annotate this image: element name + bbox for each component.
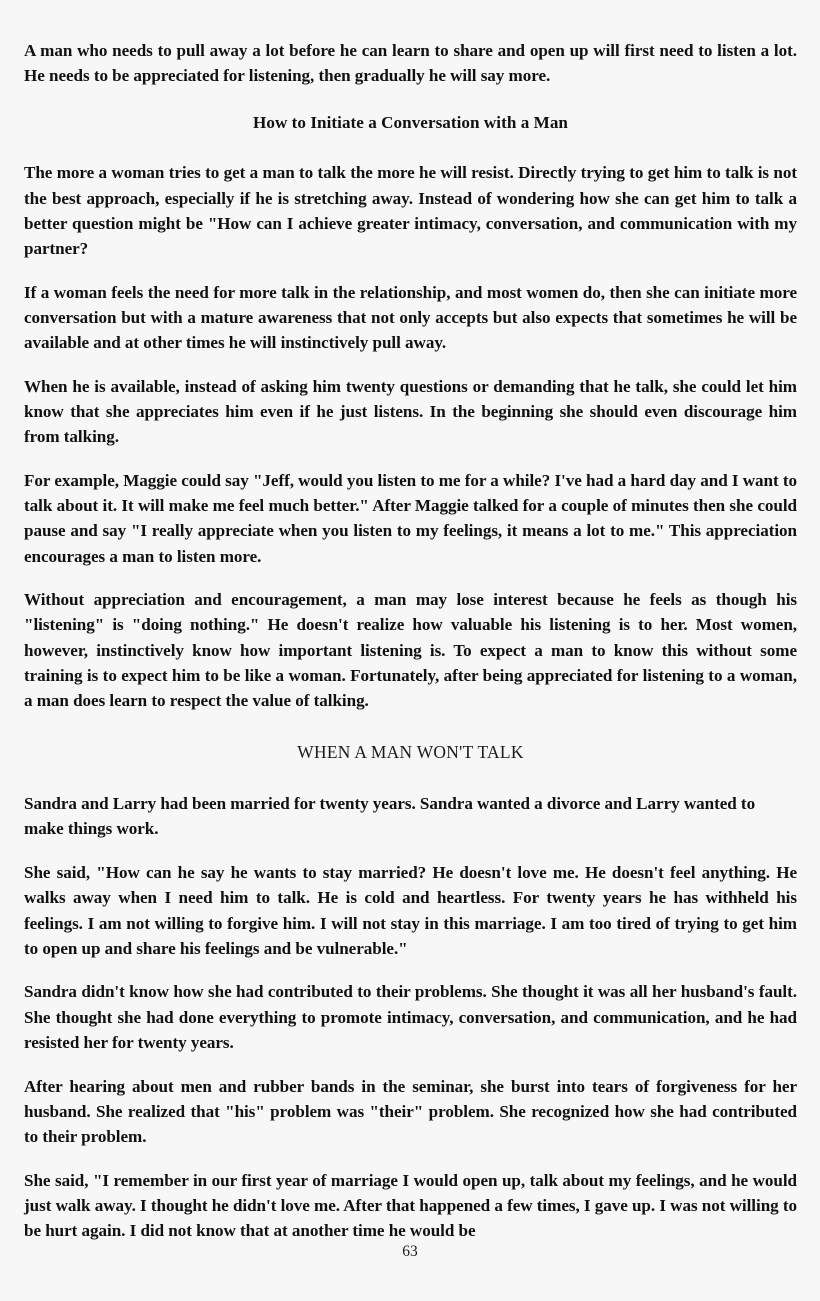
paragraph-she-said-how-can-he: She said, "How can he say he wants to stay married? He doesn't love me. He doesn't feel anything. He walks away when I need him to talk. He is cold and heartless. For twenty years he has withheld his feelings. I am not willing to forgive him. I will not stay in this marriage. I am too tired of trying to get him to open up and share his feelings and be vulnerable." [24,863,797,958]
paragraph-when-he-is-available: When he is available, instead of asking him twenty questions or demanding that he talk, she could let him know that she appreciates him even if he just listens. In the beginning she should even discourage him from talking. [24,376,797,447]
paragraph-without-appreciation: Without appreciation and encouragement, a man may lose interest because he feels as though his "listening" is "doing nothing." He doesn't realize how valuable his listening is to her. Most women, however, instinctively know how important listening is. To expect a man to know this without some training is to expect him to be like a woman. Fortunately, after being appreciated for listening to a woman, a man does learn to respect the value of talking. [24,590,797,711]
paragraph-if-a-woman-feels: If a woman feels the need for more talk in the relationship, and most women do, then she can initiate more conversation but with a mature awareness that not only accepts but also expects that sometimes he will be available and at other times he will instinctively pull away. [24,282,797,353]
page-content [24,38,797,1243]
paragraph-sandra-and-larry: Sandra and Larry had been married for twenty years. Sandra wanted a divorce and Larry wanted to make things work. [24,794,756,839]
page-number: 63 [402,1243,418,1260]
paragraph-pull-away-listen: A man who needs to pull away a lot before he can learn to share and open up will first need to listen a lot. He needs to be appreciated for listening, then gradually he will say more. [24,41,797,86]
paragraph-for-example-maggie: For example, Maggie could say "Jeff, would you listen to me for a while? I've had a hard day and I want to talk about it. It will make me feel much better." After Maggie talked for a couple of minutes then she could pause and say "I really appreciate when you listen to my feelings, it means a lot to me." This appreciation encourages a man to listen more. [24,470,797,566]
paragraph-she-said-i-remember: She said, "I remember in our first year of marriage I would open up, talk about my feelings, and he would just walk away. I thought he didn't love me. After that happened a few times, I gave up. I was not willing to be hurt again. I did not know that at another time he would be [24,1170,798,1241]
paragraph-sandra-didnt-know: Sandra didn't know how she had contributed to their problems. She thought it was all her husband's fault. She thought she had done everything to promote intimacy, conversation, and communication, and he had resisted her for twenty years. [24,982,797,1052]
heading-when-a-man-wont-talk: WHEN A MAN WON'T TALK [297,742,524,763]
paragraph-after-hearing-rubber-bands: After hearing about men and rubber bands in the seminar, she burst into tears of forgiveness for her husband. She realized that "his" problem was "their" problem. She recognized how she had contributed to their problem. [24,1076,797,1146]
heading-how-to-initiate: How to Initiate a Conversation with a Man [253,113,568,133]
paragraph-the-more-a-woman-tries: The more a woman tries to get a man to talk the more he will resist. Directly trying to get him to talk is not the best approach, especially if he is stretching away. Instead of wondering how she can get him to talk a better question might be "How can I achieve greater intimacy, conversation, and communication with my partner? [24,163,797,259]
